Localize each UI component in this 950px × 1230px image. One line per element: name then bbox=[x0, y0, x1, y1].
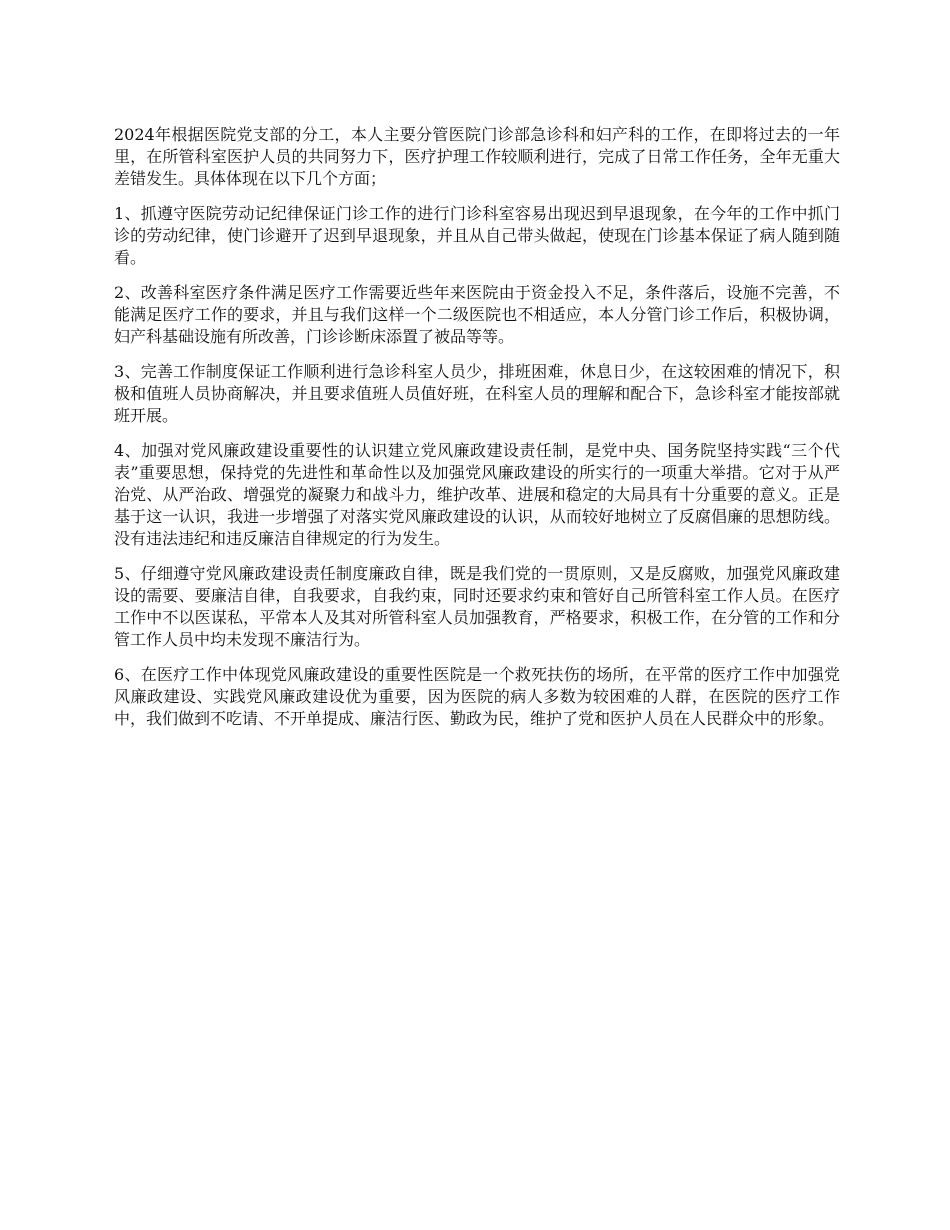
paragraph-intro: 2024年根据医院党支部的分工，本人主要分管医院门诊部急诊科和妇产科的工作，在即将过去的一年里，在所管科室医护人员的共同努力下，医疗护理工作较顺利进行，完成了日常工作任务，全年无重大差错发生。具体体现在以下几个方面； bbox=[114, 125, 840, 188]
document-body bbox=[114, 124, 840, 743]
paragraph-item-4: 4、加强对党风廉政建设重要性的认识建立党风廉政建设责任制，是党中央、国务院坚持实践“三个代表”重要思想，保持党的先进性和革命性以及加强党风廉政建设的所实行的一项重大举措。它对于从严治党、从严治政、增强党的凝聚力和战斗力，维护改革、进展和稳定的大局具有十分重要的意义。正是基于这一认识，我进一步增强了对落实党风廉政建设的认识，从而较好地树立了反腐倡廉的思想防线。没有违法违纪和违反廉洁自律规定的行为发生。 bbox=[114, 441, 840, 548]
paragraph-item-2: 2、改善科室医疗条件满足医疗工作需要近些年来医院由于资金投入不足，条件落后，设施不完善，不能满足医疗工作的要求，并且与我们这样一个二级医院也不相适应，本人分管门诊工作后，积极协调，妇产科基础设施有所改善，门诊诊断床添置了被品等等。 bbox=[114, 283, 840, 346]
paragraph-item-5: 5、仔细遵守党风廉政建设责任制度廉政自律，既是我们党的一贯原则，又是反腐败，加强党风廉政建设的需要、要廉洁自律，自我要求，自我约束，同时还要求约束和管好自己所管科室工作人员。在医疗工作中不以医谋私，平常本人及其对所管科室人员加强教育，严格要求，积极工作，在分管的工作和分管工作人员中均未发现不廉洁行为。 bbox=[114, 564, 840, 649]
paragraph-item-6: 6、在医疗工作中体现党风廉政建设的重要性医院是一个救死扶伤的场所，在平常的医疗工作中加强党风廉政建设、实践党风廉政建设优为重要，因为医院的病人多数为较困难的人群，在医院的医疗工作中，我们做到不吃请、不开单提成、廉洁行医、勤政为民，维护了党和医护人员在人民群众中的形象。 bbox=[114, 665, 840, 728]
paragraph-item-3: 3、完善工作制度保证工作顺利进行急诊科室人员少，排班困难，休息日少，在这较困难的情况下，积极和值班人员协商解决，并且要求值班人员值好班，在科室人员的理解和配合下，急诊科室才能按部就班开展。 bbox=[114, 362, 840, 425]
paragraph-item-1: 1、抓遵守医院劳动记纪律保证门诊工作的进行门诊科室容易出现迟到早退现象，在今年的工作中抓门诊的劳动纪律，使门诊避开了迟到早退现象，并且从自己带头做起，使现在门诊基本保证了病人随到随看。 bbox=[114, 204, 840, 267]
